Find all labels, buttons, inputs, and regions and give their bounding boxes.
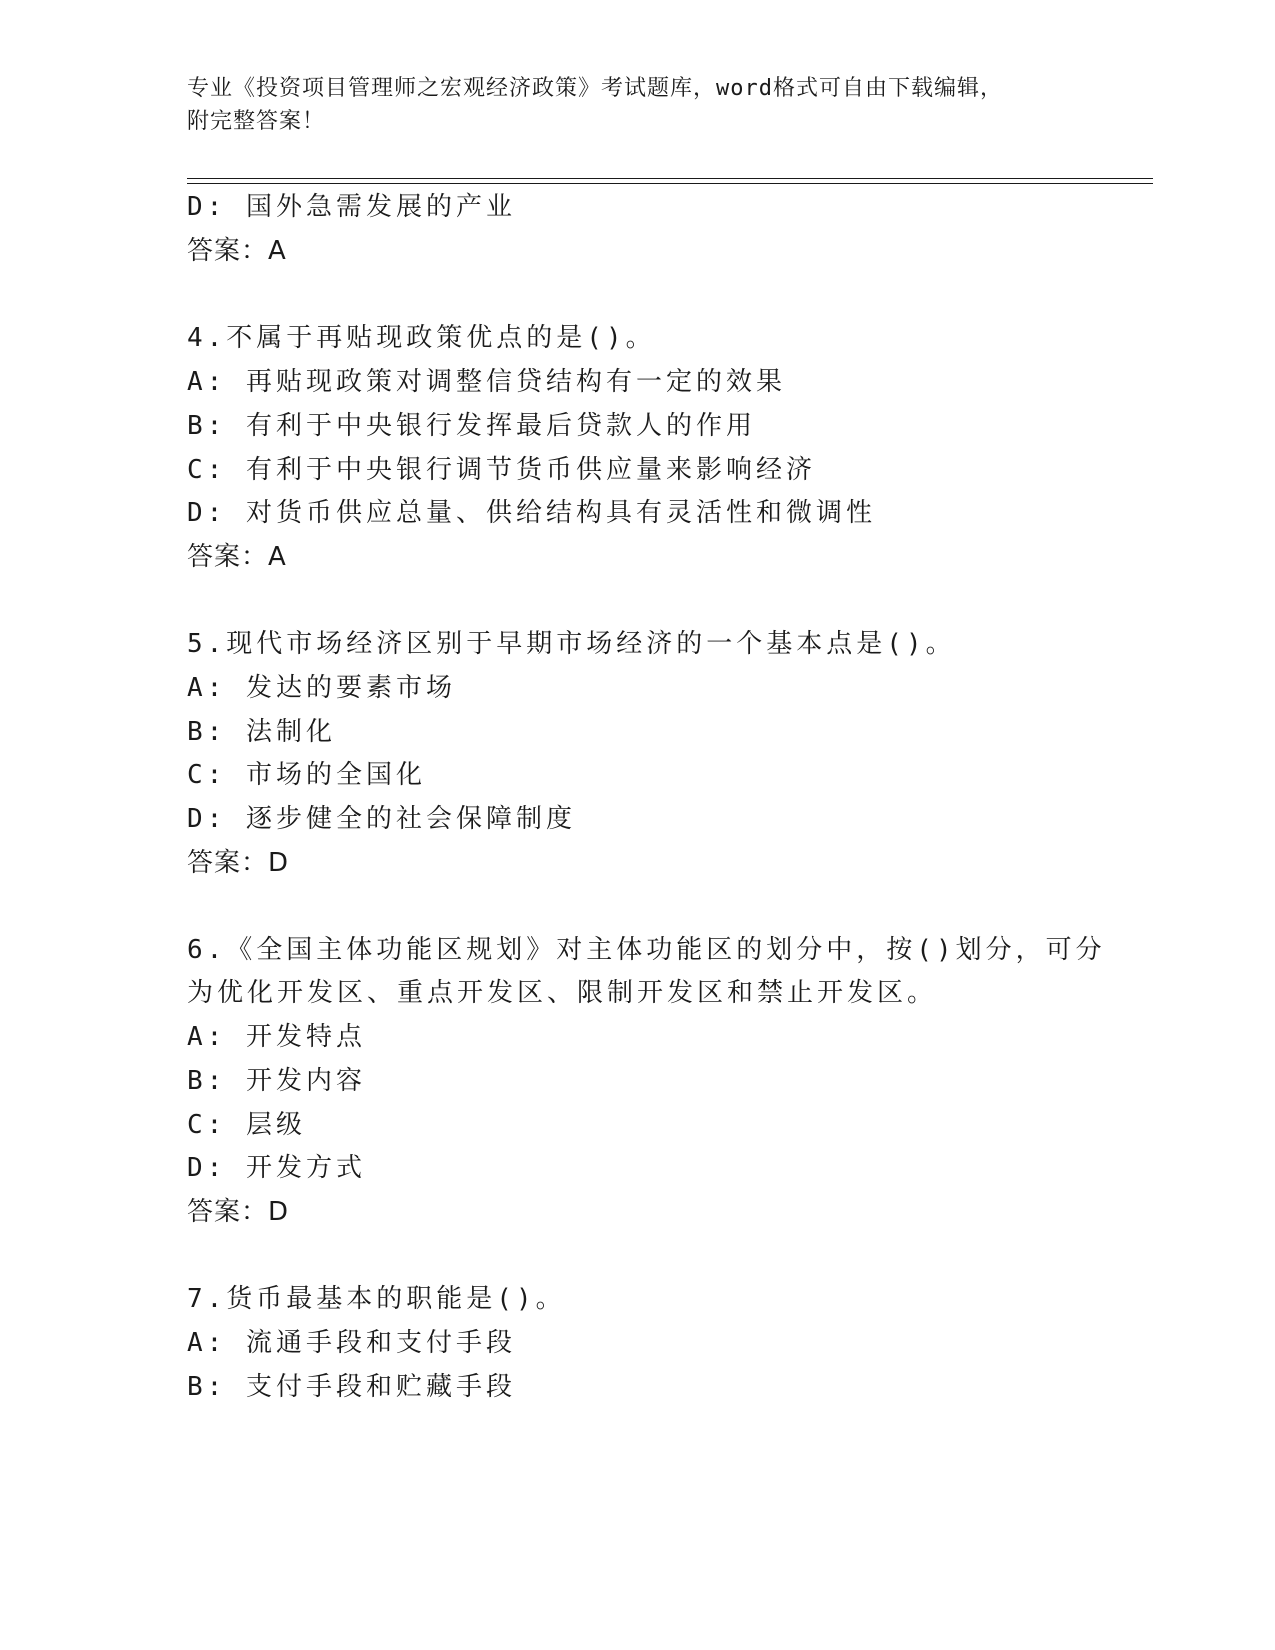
q5-question: 5.现代市场经济区别于早期市场经济的一个基本点是()。: [187, 629, 956, 659]
q6-option-c: C: 层级: [187, 1110, 306, 1140]
q5-option-d: D: 逐步健全的社会保障制度: [187, 804, 576, 834]
q5-answer: 答案：D: [187, 848, 290, 878]
header-line-2: 附完整答案！: [187, 109, 326, 134]
document-header: [187, 72, 1107, 138]
q4-option-b: B: 有利于中央银行发挥最后贷款人的作用: [187, 411, 756, 441]
header-divider-bottom: [187, 183, 1153, 184]
q7-option-a: A: 流通手段和支付手段: [187, 1328, 516, 1358]
header-divider-top: [187, 178, 1153, 179]
q5-option-c: C: 市场的全国化: [187, 760, 426, 790]
q4-answer: 答案：A: [187, 542, 287, 572]
q4-option-d: D: 对货币供应总量、供给结构具有灵活性和微调性: [187, 498, 876, 528]
q3-option-d: D: 国外急需发展的产业: [187, 192, 516, 222]
q7-option-b: B: 支付手段和贮藏手段: [187, 1372, 516, 1402]
q4-question: 4.不属于再贴现政策优点的是()。: [187, 323, 656, 353]
q3-answer: 答案：A: [187, 236, 287, 266]
q6-question-line-1: 6.《全国主体功能区规划》对主体功能区的划分中，按()划分，可分: [187, 935, 1106, 965]
q5-option-a: A: 发达的要素市场: [187, 673, 456, 703]
q6-answer: 答案：D: [187, 1197, 290, 1227]
q6-option-d: D: 开发方式: [187, 1153, 366, 1183]
header-line-1: 专业《投资项目管理师之宏观经济政策》考试题库，word格式可自由下载编辑，: [187, 76, 1003, 101]
q4-option-c: C: 有利于中央银行调节货币供应量来影响经济: [187, 455, 816, 485]
q6-option-a: A: 开发特点: [187, 1022, 366, 1052]
q6-question-line-2: 为优化开发区、重点开发区、限制开发区和禁止开发区。: [187, 978, 938, 1008]
q5-option-b: B: 法制化: [187, 717, 336, 747]
q7-question: 7.货币最基本的职能是()。: [187, 1284, 566, 1314]
q4-option-a: A: 再贴现政策对调整信贷结构有一定的效果: [187, 367, 786, 397]
q6-option-b: B: 开发内容: [187, 1066, 366, 1096]
